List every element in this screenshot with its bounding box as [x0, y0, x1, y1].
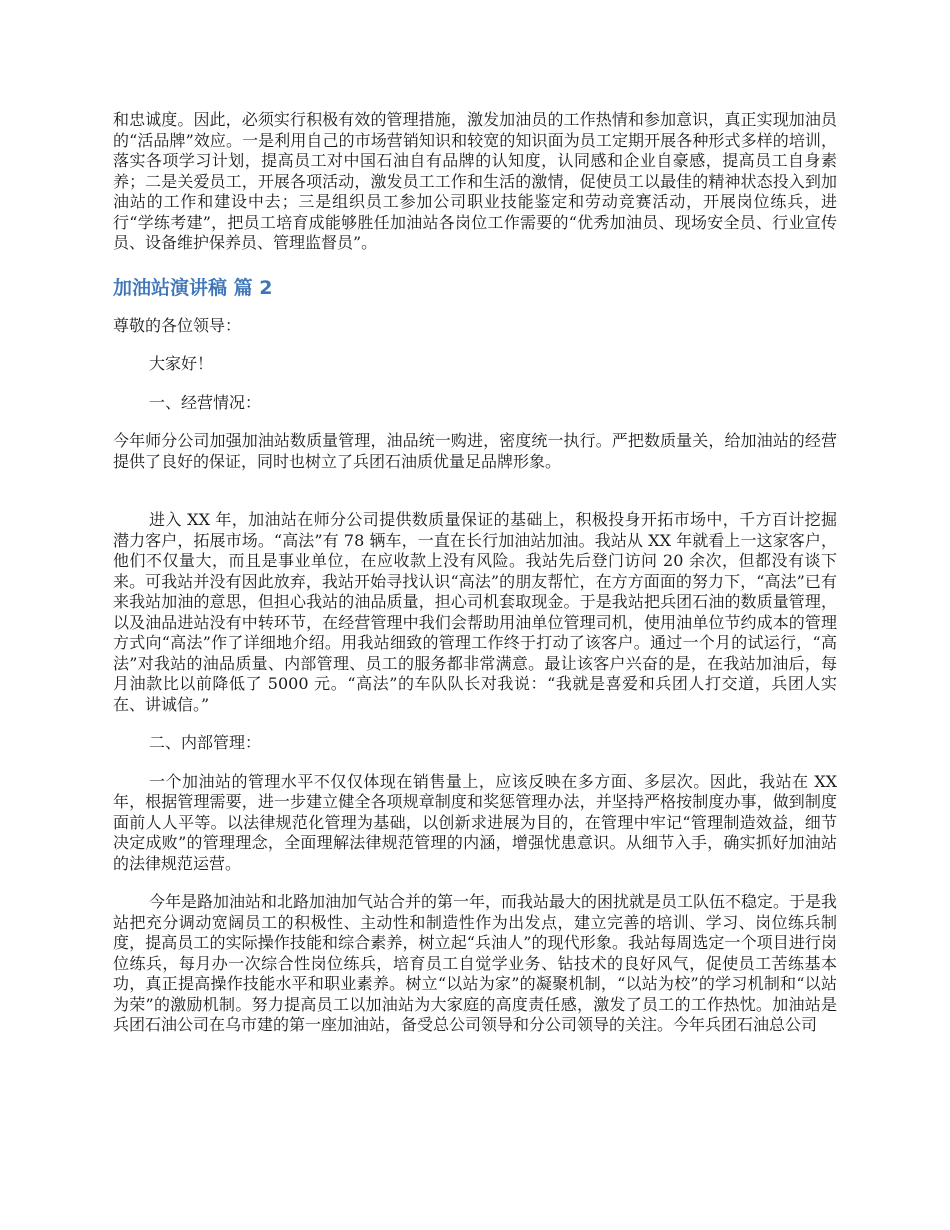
paragraph-intro: 和忠诚度。因此，必须实行积极有效的管理措施，激发加油员的工作热情和参加意识，真正实现加油员的“活品牌”效应。一是利用自己的市场营销知识和较宽的知识面为员工定期开展各种形式多样的培训，落实各项学习计划，提高员工对中国石油自有品牌的认知度，认同感和企业自豪感，提高员工自身素养；二是关爱员工，开展各项活动，激发员工工作和生活的激情，促使员工以最佳的精神状态投入到加油站的工作和建设中去；三是组织员工参加公司职业技能鉴定和劳动竞赛活动，开展岗位练兵，进行“学练考建”，把员工培育成能够胜任加油站各岗位工作需要的“优秀加油员、现场安全员、行业宣传员、设备维护保养员、管理监督员”。 [113, 110, 837, 252]
paragraph-management: 一个加油站的管理水平不仅仅体现在销售量上，应该反映在多方面、多层次。因此，我站在 XX 年，根据管理需要，进一步建立健全各项规章制度和奖惩管理办法，并坚持严格按制度办事，做到制度面前人人平等。以法律规范化管理为基础，以创新求进展为目的，在管理中牢记“管理制造效益，细节决定成败”的管理理念，全面理解法律规范管理的内涵，增强忧患意识。从细节入手，确实抓好加油站的法律规范运营。 [113, 771, 837, 873]
section-heading: 加油站演讲稿 篇 2 [113, 276, 273, 299]
paragraph-staff: 今年是路加油站和北路加油加气站合并的第一年，而我站最大的困扰就是员工队伍不稳定。于是我站把充分调动宽阔员工的积极性、主动性和制造性作为出发点，建立完善的培训、学习、岗位练兵制度，提高员工的实际操作技能和综合素养，树立起“兵油人”的现代形象。我站每周选定一个项目进行岗位练兵，每月办一次综合性岗位练兵，培育员工自觉学业务、钻技术的良好风气，促使员工苦练基本功，真正提高操作技能水平和职业素养。树立“以站为家”的凝聚机制，“以站为校”的学习机制和“以站为荣”的激励机制。努力提高员工以加油站为大家庭的高度责任感，激发了员工的工作热忱。加油站是兵团石油公司在乌市建的第一座加油站，备受总公司领导和分公司领导的关注。今年兵团石油总公司 [113, 892, 838, 1034]
paragraph-quality: 今年师分公司加强加油站数质量管理，油品统一购进，密度统一执行。严把数质量关，给加油站的经营提供了良好的保证，同时也树立了兵团石油质优量足品牌形象。 [113, 431, 837, 471]
greeting: 大家好！ [149, 354, 214, 373]
salutation: 尊敬的各位领导： [113, 315, 242, 335]
section-title-management: 二、内部管理： [149, 733, 262, 752]
section-title-operations: 一、经营情况： [149, 392, 262, 412]
document-body [113, 110, 837, 1036]
paragraph-market: 进入 XX 年，加油站在师分公司提供数质量保证的基础上，积极投身开拓市场中，千方百计挖掘潜力客户，拓展市场。“高法”有 78 辆车，一直在长行加油站加油。我站从 XX 年就看上一这家客户，他们不仅量大，而且是事业单位，在应收款上没有风险。我站先后登门访问 20 余次，但都没有谈下来。可我站并没有因此放弃，我站开始寻找认识“高法”的朋友帮忙，在方方面面的努力下，“高法”已有来我站加油的意思，但担心我站的油品质量，担心司机套取现金。于是我站把兵团石油的数质量管理，以及油品进站没有中转环节，在经营管理中我们会帮助用油单位管理司机，使用油单位节约成本的管理方式向“高法”作了详细地介绍。用我站细致的管理工作终于打动了该客户。通过一个月的试运行，“高法”对我站的油品质量、内部管理、员工的服务都非常满意。最让该客户兴奋的是，在我站加油后，每月油款比以前降低了 5000 元。“高法”的车队队长对我说：“我就是喜爱和兵团人打交道，兵团人实在、讲诚信。” [113, 510, 837, 714]
